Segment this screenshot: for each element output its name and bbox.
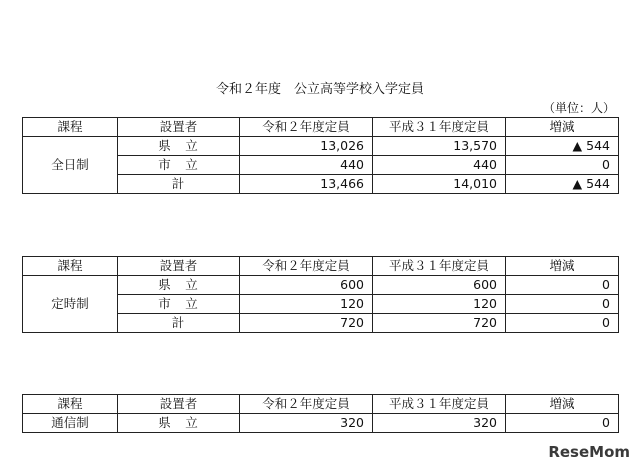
table-row [23,276,619,295]
r2-cell: 120 [240,295,373,314]
h31-cell: 600 [373,276,506,295]
header-founder: 設置者 [118,257,240,276]
founder-cell: 県 立 [118,276,240,295]
change-cell: ▲ 544 [506,175,619,194]
founder-cell: 市 立 [118,295,240,314]
table-row [23,137,619,156]
change-cell: 0 [506,314,619,333]
r2-cell: 600 [240,276,373,295]
change-cell: 0 [506,414,619,433]
header-course: 課程 [23,395,118,414]
r2-cell: 13,466 [240,175,373,194]
change-cell: 0 [506,156,619,175]
header-h31-capacity: 平成３１年度定員 [373,118,506,137]
header-r2-capacity: 令和２年度定員 [240,118,373,137]
unit-note: （単位：人） [542,101,615,115]
h31-cell: 720 [373,314,506,333]
header-founder: 設置者 [118,395,240,414]
table-header-row [23,257,619,276]
table-part-time [22,256,619,333]
header-r2-capacity: 令和２年度定員 [240,395,373,414]
change-cell: 0 [506,276,619,295]
founder-cell: 計 [118,175,240,194]
page-title: 令和２年度 公立高等学校入学定員 [215,82,424,97]
course-cell: 全日制 [23,137,118,194]
header-course: 課程 [23,118,118,137]
r2-cell: 320 [240,414,373,433]
r2-cell: 13,026 [240,137,373,156]
header-founder: 設置者 [118,118,240,137]
founder-cell: 県 立 [118,414,240,433]
h31-cell: 320 [373,414,506,433]
header-h31-capacity: 平成３１年度定員 [373,395,506,414]
founder-cell: 市 立 [118,156,240,175]
table-header-row [23,118,619,137]
change-cell: ▲ 544 [506,137,619,156]
table-row [23,414,619,433]
header-course: 課程 [23,257,118,276]
header-change: 増減 [506,395,619,414]
table-full-time [22,117,619,194]
table-header-row [23,395,619,414]
header-h31-capacity: 平成３１年度定員 [373,257,506,276]
h31-cell: 120 [373,295,506,314]
header-change: 増減 [506,118,619,137]
h31-cell: 14,010 [373,175,506,194]
h31-cell: 13,570 [373,137,506,156]
header-r2-capacity: 令和２年度定員 [240,257,373,276]
founder-cell: 県 立 [118,137,240,156]
course-cell: 定時制 [23,276,118,333]
h31-cell: 440 [373,156,506,175]
table-correspondence [22,394,619,433]
course-cell: 通信制 [23,414,118,433]
watermark-logo: ReseMom [548,443,630,461]
header-change: 増減 [506,257,619,276]
change-cell: 0 [506,295,619,314]
founder-cell: 計 [118,314,240,333]
r2-cell: 440 [240,156,373,175]
r2-cell: 720 [240,314,373,333]
